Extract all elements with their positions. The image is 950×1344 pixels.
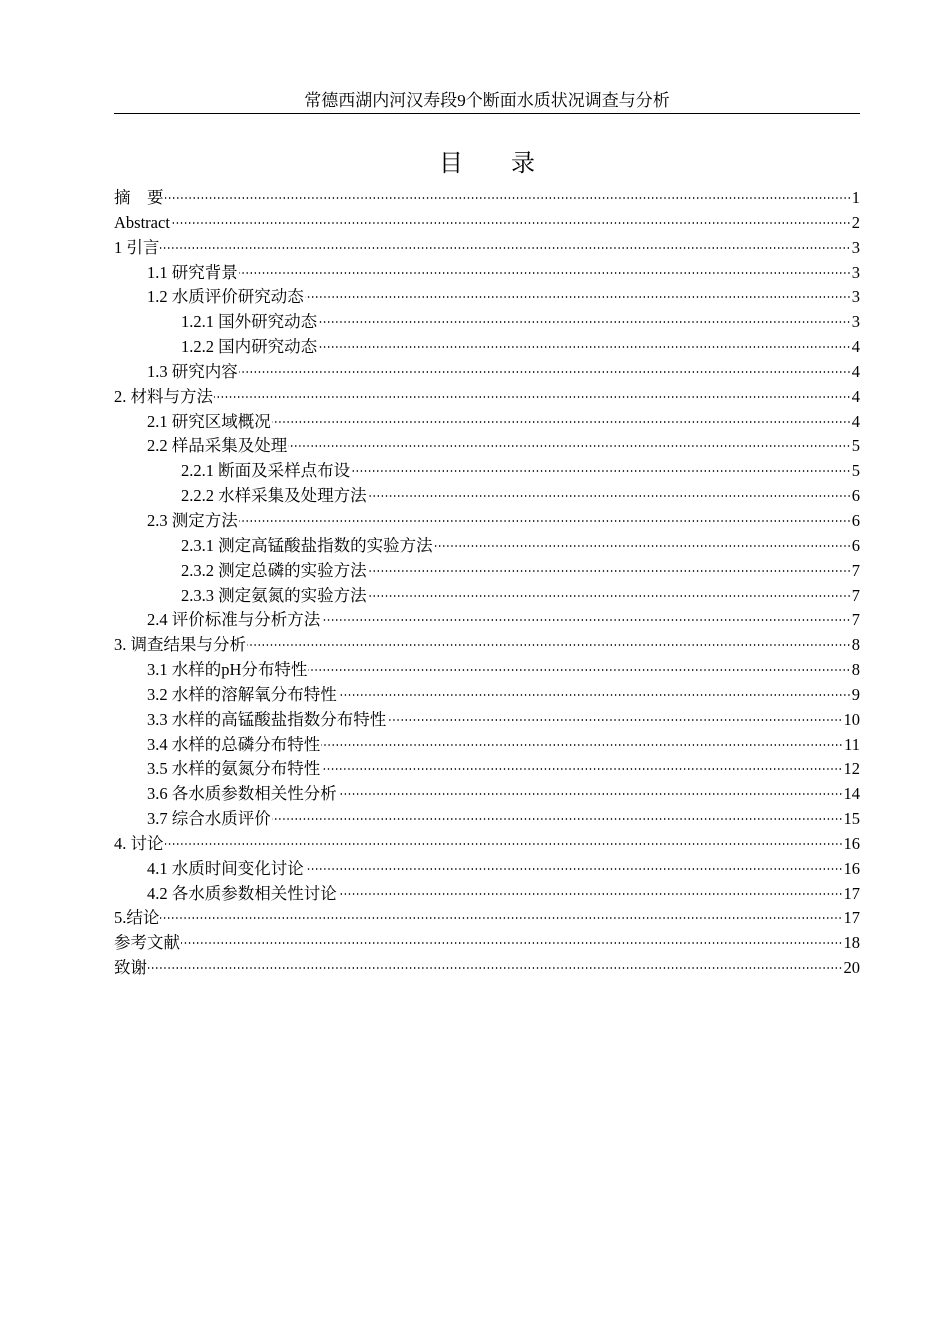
toc-entry[interactable] — [114, 285, 860, 310]
toc-entry[interactable] — [114, 956, 860, 981]
toc-entry[interactable] — [114, 683, 860, 708]
toc-entry-label: 3.5 水样的氨氮分布特性 — [147, 759, 321, 779]
toc-entry-page: 18 — [843, 933, 860, 953]
toc-leader-dots — [321, 744, 843, 746]
toc-entry-label: 2. 材料与方法 — [114, 386, 213, 406]
toc-leader-dots — [239, 371, 851, 373]
toc-entry-page: 17 — [843, 883, 860, 903]
toc-entry-label: 4.2 各水质参数相关性讨论 — [147, 883, 337, 903]
toc-entry-label: 2.3.1 测定高锰酸盐指数的实验方法 — [181, 535, 433, 555]
toc-entry-label: 1.3 研究内容 — [147, 361, 238, 381]
toc-leader-dots — [321, 619, 851, 621]
toc-entry-page: 1 — [851, 188, 860, 207]
toc-entry[interactable] — [114, 559, 860, 584]
toc-entry[interactable] — [114, 459, 860, 484]
toc-entry[interactable] — [114, 733, 860, 758]
toc-leader-dots — [272, 421, 851, 423]
toc-leader-dots — [239, 272, 851, 274]
toc-entry[interactable] — [114, 931, 860, 956]
toc-entry-label: 参考文献 — [114, 933, 180, 953]
toc-entry-label: 3.3 水样的高锰酸盐指数分布特性 — [147, 709, 387, 729]
toc-entry-page: 8 — [851, 660, 860, 680]
toc-entry-page: 10 — [843, 709, 860, 729]
toc-entry-page: 8 — [851, 635, 860, 655]
toc-leader-dots — [160, 917, 842, 919]
toc-entry[interactable] — [114, 832, 860, 857]
toc-entry[interactable] — [114, 186, 860, 211]
toc-leader-dots — [181, 942, 843, 944]
toc-entry-page: 3 — [851, 312, 860, 332]
toc-leader-dots — [387, 719, 842, 721]
toc-entry-label: 1 引言 — [114, 237, 160, 257]
toc-entry-label: 3.2 水样的溶解氧分布特性 — [147, 684, 337, 704]
toc-entry-page: 7 — [851, 560, 860, 580]
toc-entry-label: 1.2.2 国内研究动态 — [181, 337, 318, 357]
toc-entry-page: 17 — [843, 908, 860, 928]
toc-title-right: 录 — [511, 151, 535, 177]
toc-entry[interactable] — [114, 385, 860, 410]
toc-entry-label: 1.2.1 国外研究动态 — [181, 312, 318, 332]
toc-entry[interactable] — [114, 534, 860, 559]
toc-leader-dots — [368, 595, 851, 597]
toc-entry-page: 5 — [851, 436, 860, 456]
toc-entry[interactable] — [114, 857, 860, 882]
toc-entry-label: 3. 调查结果与分析 — [114, 635, 246, 655]
toc-entry-page: 20 — [843, 958, 860, 978]
toc-entry[interactable] — [114, 484, 860, 509]
toc-leader-dots — [171, 222, 851, 224]
toc-entry-page: 7 — [851, 585, 860, 605]
toc-entry-page: 3 — [851, 287, 860, 307]
toc-entry[interactable] — [114, 658, 860, 683]
toc-entry[interactable] — [114, 360, 860, 385]
toc-entry-page: 3 — [851, 237, 860, 257]
toc-leader-dots — [321, 768, 842, 770]
toc-entry-page: 4 — [851, 386, 860, 406]
toc-entry-label: 2.2.1 断面及采样点布设 — [181, 461, 351, 481]
toc-entry-label: 2.1 研究区域概况 — [147, 411, 271, 431]
toc-entry-label: 致谢 — [114, 958, 147, 978]
toc-entry[interactable] — [114, 882, 860, 907]
toc-leader-dots — [165, 843, 843, 845]
toc-entry-label: 2.4 评价标准与分析方法 — [147, 610, 321, 630]
header-divider — [114, 113, 860, 114]
toc-entry-page: 6 — [851, 535, 860, 555]
table-of-contents — [114, 186, 860, 981]
toc-leader-dots — [434, 545, 851, 547]
toc-leader-dots — [288, 445, 851, 447]
toc-entry-label: 1.1 研究背景 — [147, 262, 238, 282]
toc-entry-page: 12 — [843, 759, 860, 779]
toc-entry-page: 6 — [851, 486, 860, 506]
toc-leader-dots — [368, 570, 851, 572]
toc-entry-label: 3.1 水样的pH分布特性 — [147, 660, 308, 680]
toc-leader-dots — [272, 818, 843, 820]
toc-entry-label: 2.3.2 测定总磷的实验方法 — [181, 560, 367, 580]
toc-leader-dots — [338, 893, 843, 895]
toc-leader-dots — [247, 644, 851, 646]
toc-entry-label: 1.2 水质评价研究动态 — [147, 287, 304, 307]
toc-entry[interactable] — [114, 434, 860, 459]
toc-leader-dots — [351, 470, 851, 472]
toc-entry-page: 4 — [851, 337, 860, 357]
toc-leader-dots — [338, 793, 843, 795]
toc-entry-label: 3.7 综合水质评价 — [147, 809, 271, 829]
toc-leader-dots — [305, 296, 851, 298]
running-header: 常德西湖内河汉寿段9个断面水质状况调查与分析 — [304, 91, 670, 110]
toc-entry-label: 2.2 样品采集及处理 — [147, 436, 288, 456]
toc-leader-dots — [239, 520, 851, 522]
toc-entry[interactable] — [114, 633, 860, 658]
toc-entry-page: 4 — [851, 411, 860, 431]
toc-entry-label: 3.6 各水质参数相关性分析 — [147, 784, 337, 804]
toc-entry-label: 4.1 水质时间变化讨论 — [147, 858, 304, 878]
toc-entry[interactable] — [114, 708, 860, 733]
toc-leader-dots — [160, 247, 850, 249]
toc-entry-label: 2.2.2 水样采集及处理方法 — [181, 486, 367, 506]
toc-entry[interactable] — [114, 757, 860, 782]
toc-leader-dots — [308, 669, 850, 671]
toc-entry[interactable] — [114, 410, 860, 435]
toc-entry-page: 16 — [843, 858, 860, 878]
toc-leader-dots — [305, 868, 843, 870]
toc-entry-label: Abstract — [114, 212, 170, 232]
toc-leader-dots — [148, 967, 843, 969]
toc-leader-dots — [318, 321, 851, 323]
toc-entry[interactable] — [114, 584, 860, 609]
toc-entry-page: 3 — [851, 262, 860, 282]
toc-leader-dots — [165, 197, 851, 199]
toc-entry[interactable] — [114, 906, 860, 931]
toc-entry[interactable] — [114, 782, 860, 807]
toc-leader-dots — [214, 396, 851, 398]
toc-leader-dots — [368, 495, 851, 497]
toc-entry[interactable] — [114, 335, 860, 360]
toc-title — [114, 150, 860, 178]
toc-entry-label: 3.4 水样的总磷分布特性 — [147, 734, 321, 754]
toc-entry[interactable] — [114, 211, 860, 236]
toc-entry[interactable] — [114, 310, 860, 335]
toc-leader-dots — [338, 694, 851, 696]
toc-entry-label: 2.3 测定方法 — [147, 510, 238, 530]
toc-entry-label: 4. 讨论 — [114, 833, 164, 853]
toc-entry[interactable] — [114, 261, 860, 286]
toc-entry[interactable] — [114, 509, 860, 534]
toc-entry-page: 14 — [843, 784, 860, 804]
toc-entry-label: 2.3.3 测定氨氮的实验方法 — [181, 585, 367, 605]
toc-entry[interactable] — [114, 807, 860, 832]
toc-entry-page: 11 — [844, 734, 860, 754]
toc-entry-page: 5 — [851, 461, 860, 481]
toc-entry-label: 摘 要 — [114, 188, 164, 207]
toc-leader-dots — [318, 346, 851, 348]
toc-entry-page: 2 — [851, 212, 860, 232]
toc-entry-page: 9 — [851, 684, 860, 704]
toc-title-left: 目 — [439, 151, 463, 177]
toc-entry-page: 16 — [843, 833, 860, 853]
toc-entry-page: 15 — [843, 809, 860, 829]
toc-entry[interactable] — [114, 608, 860, 633]
toc-entry-page: 7 — [851, 610, 860, 630]
toc-entry[interactable] — [114, 236, 860, 261]
toc-entry-label: 5.结论 — [114, 908, 160, 928]
toc-entry-page: 4 — [851, 361, 860, 381]
toc-entry-page: 6 — [851, 510, 860, 530]
